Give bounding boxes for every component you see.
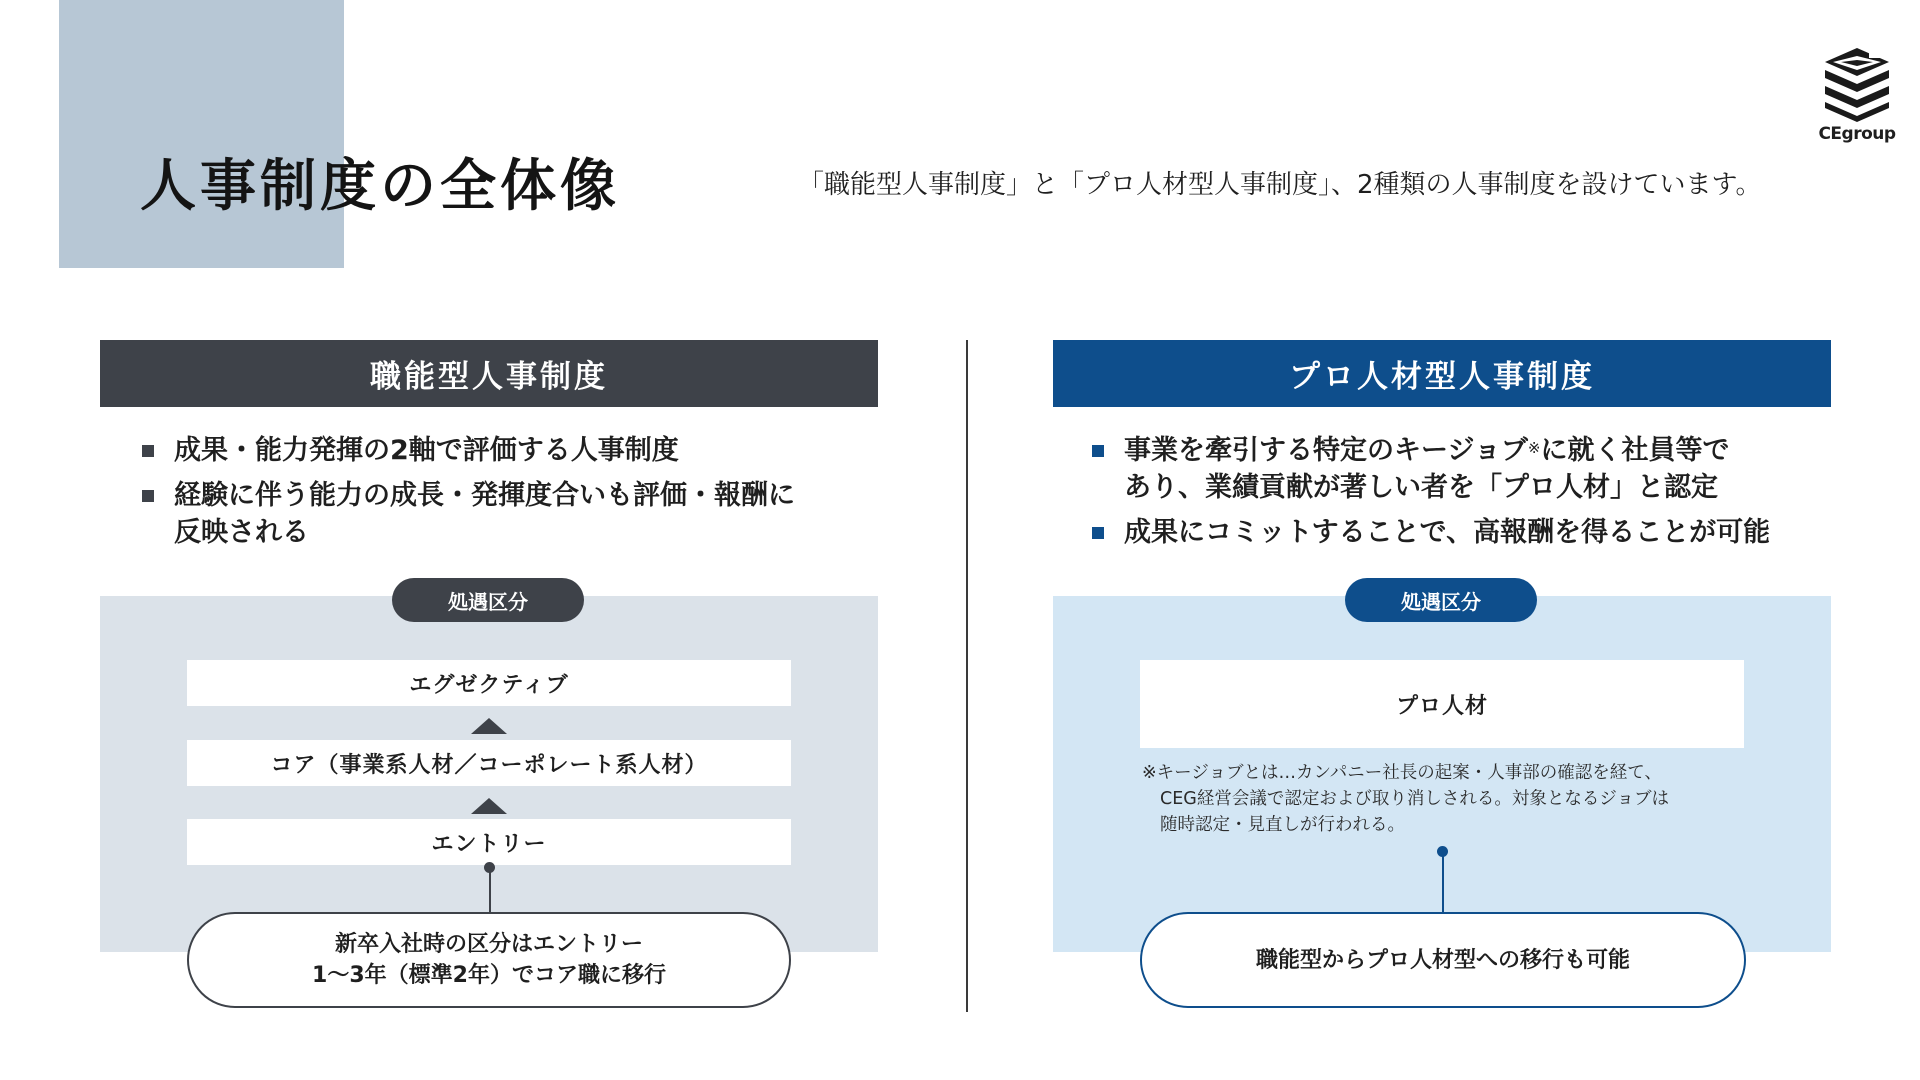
arrow-up-icon xyxy=(471,718,507,734)
logo-text: CEgroup xyxy=(1818,124,1896,144)
bullet-square-icon xyxy=(142,490,154,502)
arrow-up-icon xyxy=(471,798,507,814)
ce-group-logo xyxy=(1812,46,1902,144)
connector-line xyxy=(489,868,491,914)
right-bullet-1-line1 xyxy=(1124,432,1828,469)
right-grade-badge: 処遇区分 xyxy=(1345,578,1537,622)
left-callout-line2: 1〜3年（標準2年）でコア職に移行 xyxy=(312,963,666,988)
right-bullet-2-text: 成果にコミットすることで、高報酬を得ることが可能 xyxy=(1124,517,1771,548)
left-callout-line1: 新卒入社時の区分はエントリー xyxy=(334,932,643,957)
column-divider xyxy=(966,340,968,1012)
left-callout-bubble xyxy=(187,912,791,1008)
left-bullet-2-line1: 経験に伴う能力の成長・発揮度合いも評価・報酬に xyxy=(174,480,795,511)
bullet-square-icon xyxy=(142,445,154,457)
left-bullet-1-text: 成果・能力発揮の2軸で評価する人事制度 xyxy=(174,435,679,466)
ce-group-logo-icon xyxy=(1823,46,1891,122)
left-grade-badge: 処遇区分 xyxy=(392,578,584,622)
right-bullet-1-line2: あり、業績貢献が著しい者を「プロ人材」と認定 xyxy=(1124,472,1718,503)
right-system-heading: プロ人材型人事制度 xyxy=(1053,340,1831,407)
bullet-square-icon xyxy=(1092,445,1104,457)
note-mark: ※ xyxy=(1527,439,1541,457)
page-title: 人事制度の全体像 xyxy=(140,154,620,219)
left-bullet-1 xyxy=(138,432,858,469)
keyjob-note-line1: ※キージョブとは…カンパニー社長の起案・人事部の確認を経て、 xyxy=(1142,763,1662,783)
page-subtitle: 「職能型人事制度」と「プロ人材型人事制度」、2種類の人事制度を設けています。 xyxy=(798,170,1762,200)
left-bullet-2-line2: 反映される xyxy=(174,517,309,548)
right-bullet-list xyxy=(1088,432,1828,559)
bullet-square-icon xyxy=(1092,527,1104,539)
title-accent-block xyxy=(59,0,344,268)
tier-entry: エントリー xyxy=(187,819,791,865)
tier-pro: プロ人材 xyxy=(1140,660,1744,748)
right-bullet-1 xyxy=(1088,432,1828,506)
left-bullet-2 xyxy=(138,477,858,551)
right-bullet-1-text-b: に就く社員等で xyxy=(1540,435,1730,466)
keyjob-note-line3: 随時認定・見直しが行われる。 xyxy=(1160,815,1405,835)
tier-core: コア（事業系人材／コーポレート系人材） xyxy=(187,740,791,786)
left-system-heading: 職能型人事制度 xyxy=(100,340,878,407)
keyjob-note xyxy=(1142,760,1782,838)
keyjob-note-line2: CEG経営会議で認定および取り消しされる。対象となるジョブは xyxy=(1160,789,1669,809)
right-bullet-2 xyxy=(1088,514,1828,551)
right-bullet-1-text-a: 事業を牽引する特定のキージョブ xyxy=(1124,435,1528,466)
connector-line xyxy=(1442,852,1444,914)
tier-executive: エグゼクティブ xyxy=(187,660,791,706)
left-bullet-list xyxy=(138,432,858,559)
right-callout-bubble: 職能型からプロ人材型への移行も可能 xyxy=(1140,912,1746,1008)
